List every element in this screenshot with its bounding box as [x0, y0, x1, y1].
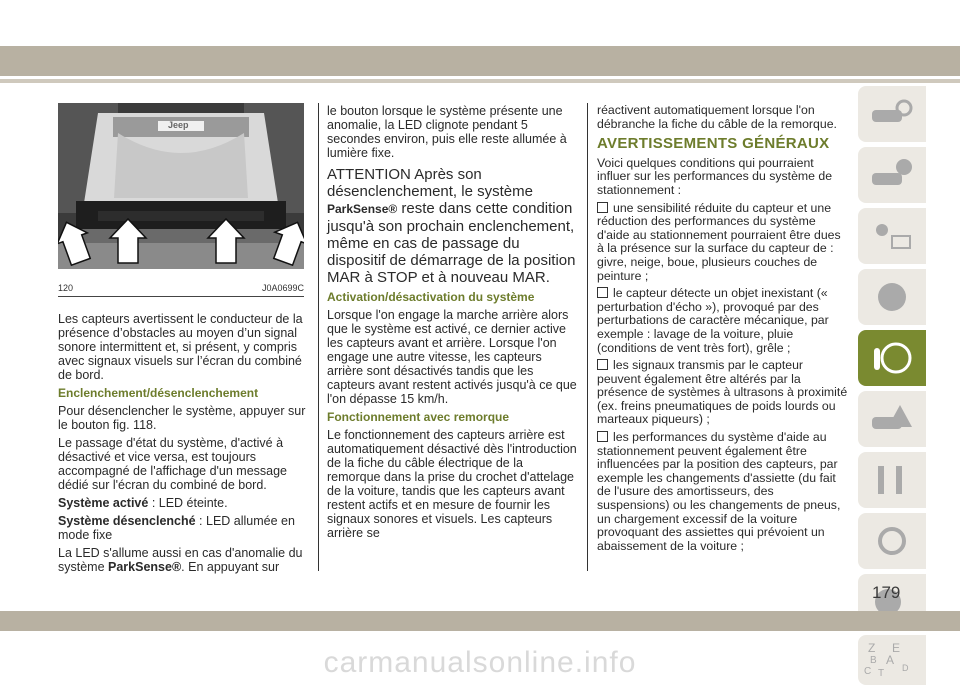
checkbox-bullet-icon [597, 359, 608, 370]
car-info-icon [870, 157, 914, 193]
column-1 [58, 312, 308, 578]
list-item-text: les signaux transmis par le capteur peuvent également être altérés par la présence de systèmes à ultrasons à proximité (ex. freins pneumatiques de poids lourds ou marteaux piqueurs) ; [597, 358, 848, 427]
figure-code: J0A0699C [261, 283, 304, 293]
top-band-line [0, 79, 960, 83]
text-span: ATTENTION Après son désenclenchement, le système [327, 166, 533, 200]
gear-leaf-icon [870, 523, 914, 559]
section-heading: Activation/désactivation du système [327, 290, 535, 304]
list-item-text: une sensibilité réduite du capteur et une réduction des performances du système d'aide au stationnement pourraient être dues à la présence sur la surface du capteur de : givre, neige, boue, plusieurs couches de peinture ; [597, 200, 841, 283]
tab-car-info[interactable] [858, 147, 926, 203]
checkbox-bullet-icon [597, 202, 608, 213]
term-text: : LED éteinte. [148, 496, 228, 510]
parking-sensor-figure [58, 103, 304, 269]
brand-name: ParkSense® [108, 560, 182, 574]
paragraph: Le passage d'état du système, d'activé à désactivé et vice versa, est toujours accompagné de l'affichage d'un message dédié sur l'écran du combiné de bord. [58, 436, 288, 492]
paragraph [58, 514, 308, 542]
list-item [597, 287, 849, 355]
car-hazard-icon [870, 401, 914, 437]
paragraph: Pour désenclencher le système, appuyer sur le bouton fig. 118. [58, 404, 306, 432]
paragraph: Lorsque l'on engage la marche arrière alors que le système est activé, ce dernier active les capteurs avant et arrière. Lorsque l'on engage une autre vitesse, les capteurs arrière sont désactivés tandis que les capteurs avant restent activés jusqu'à ce que l'on dépasse 15 km/h. [327, 308, 577, 406]
text-span: reste dans cette condition jusqu'à son prochain enclenchement, même en cas de passage du dispositif de démarrage de la position MAR à STOP et à nouveau MAR. [327, 200, 576, 286]
watermark: carmanualsonline.info [323, 646, 637, 679]
list-item-text: le capteur détecte un objet inexistant (« perturbation d'écho »), provoqué par des perturbations de caractère mécanique, par exemple : lavage de la voiture, pluie (conditions de vent très fort), grêle ; [597, 286, 829, 355]
tab-seat-airbag[interactable] [858, 269, 926, 325]
steering-wheel-icon [870, 340, 914, 376]
seat-airbag-icon [870, 279, 914, 315]
paragraph: le bouton lorsque le système présente une anomalie, la LED clignote pendant 5 secondes environ, puis elle reste allumée à lumière fixe. [327, 104, 567, 160]
column-2 [327, 104, 577, 544]
list-item [597, 202, 849, 284]
tab-gear-leaf[interactable] [858, 513, 926, 569]
text-span: . En appuyant sur [181, 560, 280, 574]
index-letter: B [870, 655, 877, 666]
list-item [597, 359, 849, 427]
paragraph [58, 546, 308, 574]
paragraph [58, 496, 308, 510]
paragraph: Les capteurs avertissent le conducteur de la présence d’obstacles au moyen d’un signal sonore intermittent et, si présent, y compris avec signaux visuels sur l’écran du combiné de bord. [58, 312, 303, 382]
brand-name: ParkSense® [327, 202, 398, 216]
column-divider [318, 103, 319, 571]
text-span: La LED s'allume aussi en cas d'anomalie du système [58, 546, 303, 574]
index-letter: E [892, 641, 901, 655]
checkbox-bullet-icon [597, 431, 608, 442]
index-letter: C [864, 666, 872, 677]
section-heading: Enclenchement/désenclenchement [58, 386, 259, 400]
tab-car-search[interactable] [858, 86, 926, 142]
warning-paragraph [327, 166, 577, 286]
jeep-emblem: Jeep [168, 120, 189, 130]
caption-rule [58, 296, 304, 297]
tab-tools[interactable] [858, 452, 926, 508]
section-heading: Fonctionnement avec remorque [327, 410, 510, 424]
page-number: 179 [872, 583, 901, 602]
term-label: Système activé [58, 496, 149, 510]
section-heading: AVERTISSEMENTS GÉNÉRAUX [597, 135, 830, 153]
figure-number: 120 [58, 283, 74, 293]
car-search-icon [870, 96, 914, 132]
top-band [0, 46, 960, 76]
warning-lights-icon [870, 218, 914, 254]
tab-warning-lights[interactable] [858, 208, 926, 264]
column-3 [597, 104, 849, 557]
checkbox-bullet-icon [597, 287, 608, 298]
tools-icon [870, 462, 914, 498]
tab-car-hazard[interactable] [858, 391, 926, 447]
index-letter: D [902, 663, 909, 673]
index-letter: A [886, 653, 895, 667]
index-letter: Z [868, 641, 876, 655]
bottom-band [0, 611, 960, 631]
tab-steering-wheel[interactable] [858, 330, 926, 386]
list-item [597, 431, 849, 553]
term-text: : LED allumée en mode fixe [58, 514, 295, 542]
list-item-text: les performances du système d'aide au stationnement peuvent également être influencées par la position des capteurs, par exemple les changements d'assiette (du fait de l'usure des amortisseurs, des suspensions) ou les changements de pneus, un chargement excessif de la voiture provoquant des assiettes qui prévoient un abaissement de la voiture ; [597, 430, 841, 553]
term-label: Système désenclenché [58, 514, 196, 528]
paragraph: Voici quelques conditions qui pourraient influer sur les performances du système de stationnement : [597, 155, 833, 197]
paragraph: réactivent automatiquement lorsque l'on débranche la fiche du câble de la remorque. [597, 103, 837, 131]
index-letter: T [878, 668, 885, 679]
column-divider [587, 103, 588, 571]
paragraph: Le fonctionnement des capteurs arrière est automatiquement désactivé dès l'introduction de la fiche du câble électrique de la remorque dans la prise du crochet d'attelage de la voiture, tandis que les capteurs avant restent actifs et en mesure de fournir les signaux sonores et visuels. Les capteurs arrière se [327, 428, 577, 540]
